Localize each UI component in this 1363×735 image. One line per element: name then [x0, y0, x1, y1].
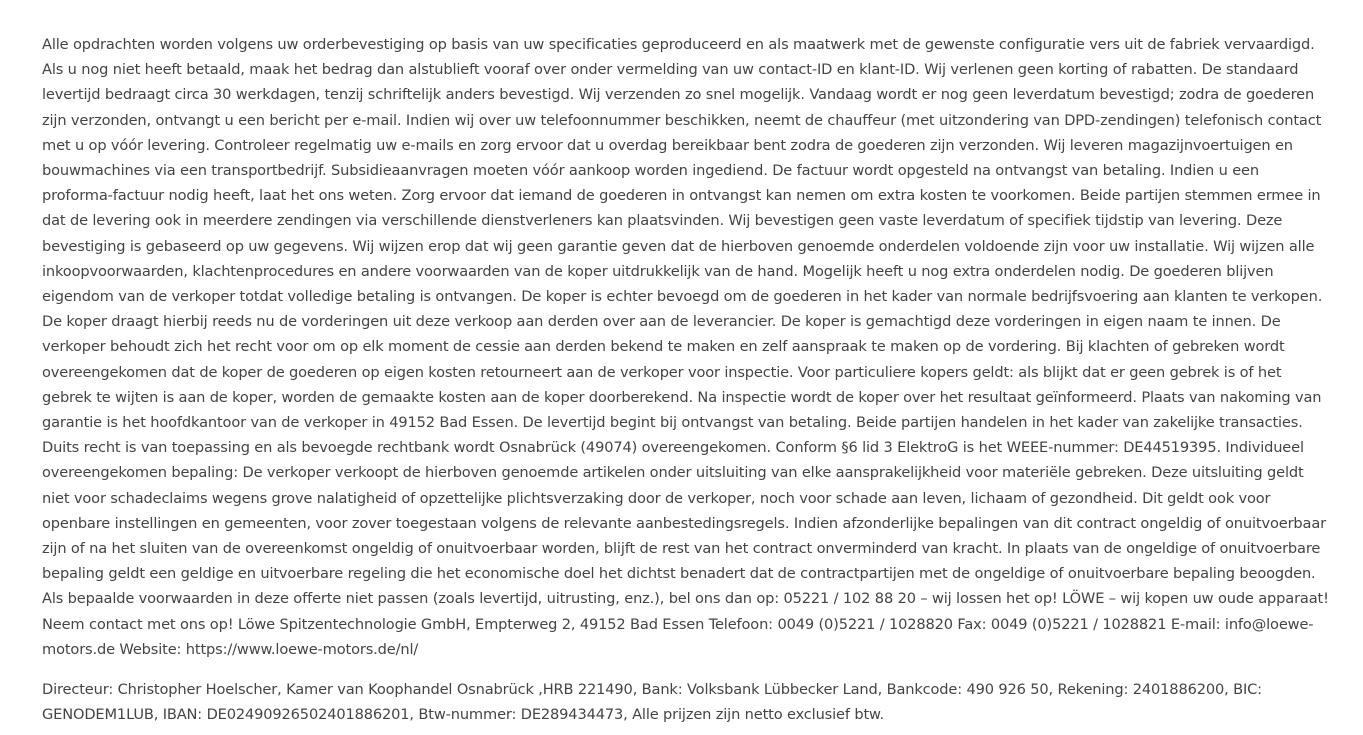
terms-paragraph: Alle opdrachten worden volgens uw orderbevestiging op basis van uw specificaties geproduceerd en als maatwerk met de gewenste configuratie vers uit de fabriek vervaardigd. Als u nog niet heeft betaald, maak het bedrag dan alstublieft vooraf over onder vermelding van uw contact-ID en klant-ID. Wij verlenen geen korting of rabatten. De standaard levertijd bedraagt circa 30 werkdagen, tenzij schriftelijk anders bevestigd. Wij verzenden zo snel mogelijk. Vandaag wordt er nog geen leverdatum bevestigd; zodra de goederen zijn verzonden, ontvangt u een bericht per e-mail. Indien wij over uw telefoonnummer beschikken, neemt de chauffeur (met uitzondering van DPD-zendingen) telefonisch contact met u op vóór levering. Controleer regelmatig uw e-mails en zorg ervoor dat u overdag bereikbaar bent zodra de goederen zijn verzonden. Wij leveren magazijnvoertuigen en bouwmachines via een transportbedrijf. Subsidieaanvragen moeten vóór aankoop worden ingediend. De factuur wordt opgesteld na ontvangst van betaling. Indien u een proforma-factuur nodig heeft, laat het ons weten. Zorg ervoor dat iemand de goederen in ontvangst kan nemen om extra kosten te voorkomen. Beide partijen stemmen ermee in dat de levering ook in meerdere zendingen via verschillende dienstverleners kan plaatsvinden. Wij bevestigen geen vaste leverdatum of specifiek tijdstip van levering. Deze bevestiging is gebaseerd op uw gegevens. Wij wijzen erop dat wij geen garantie geven dat de hierboven genoemde onderdelen voldoende zijn voor uw installatie. Wij wijzen alle inkoopvoorwaarden, klachtenprocedures en andere voorwaarden van de koper uitdrukkelijk van de hand. Mogelijk heeft u nog extra onderdelen nodig. De goederen blijven eigendom van de verkoper totdat volledige betaling is ontvangen. De koper is echter bevoegd om de goederen in het kader van normale bedrijfsvoering aan klanten te verkopen. De koper draagt hierbij reeds nu de vorderingen uit deze verkoop aan derden over aan de leverancier. De koper is gemachtigd deze vorderingen in eigen naam te innen. De verkoper behoudt zich het recht voor om op elk moment de cessie aan derden bekend te maken en zelf aanspraak te maken op de vordering. Bij klachten of gebreken wordt overeengekomen dat de koper de goederen op eigen kosten retourneert aan de verkoper voor inspectie. Voor particuliere kopers geldt: als blijkt dat er geen gebrek is of het gebrek te wijten is aan de koper, worden de gemaakte kosten aan de koper doorberekend. Na inspectie wordt de koper over het resultaat geïnformeerd. Plaats van nakoming van garantie is het hoofdkantoor van de verkoper in 49152 Bad Essen. De levertijd begint bij ontvangst van betaling. Beide partijen handelen in het kader van zakelijke transacties. Duits recht is van toepassing en als bevoegde rechtbank wordt Osnabrück (49074) overeengekomen. Conform §6 lid 3 ElektroG is het WEEE-nummer: DE44519395. Individueel overeengekomen bepaling: De verkoper verkoopt de hierboven genoemde artikelen onder uitsluiting van elke aansprakelijkheid voor materiële gebreken. Deze uitsluiting geldt niet voor schadeclaims wegens grove nalatigheid of opzettelijke plichtsverzaking door de verkoper, noch voor schade aan leven, lichaam of gezondheid. Dit geldt ook voor openbare instellingen en gemeenten, voor zover toegestaan volgens de relevante aanbestedingsregels. Indien afzonderlijke bepalingen van dit contract ongeldig of onuitvoerbaar zijn of na het sluiten van de overeenkomst ongeldig of onuitvoerbaar worden, blijft de rest van het contract onverminderd van kracht. In plaats van de ongeldige of onuitvoerbare bepaling geldt een geldige en uitvoerbare regeling die het economische doel het dichtst benadert dat de contractpartijen met de ongeldige of onuitvoerbare bepaling beoogden. Als bepaalde voorwaarden in deze offerte niet passen (zoals levertijd, uitrusting, enz.), bel ons dan op: 05221 / 102 88 20 – wij lossen het op! LÖWE – wij kopen uw oude apparaat! Neem contact met ons op! Löwe Spitzentechnologie GmbH, Empterweg 2, 49152 Bad Essen Telefoon: 0049 (0)5221 / 1028820 Fax: 0049 (0)5221 / 1028821 E-mail: info@loewe-motors.de Website: https://www.loewe-motors.de/nl/ [42, 36, 1329, 658]
company-info-paragraph: Directeur: Christopher Hoelscher, Kamer van Koophandel Osnabrück ,HRB 221490, Bank: Volksbank Lübbecker Land, Bankcode: 490 926 50, Rekening: 2401886200, BIC: GENODEM1LUB, IBAN: DE02490926502401886201, Btw-nummer: DE289434473, Alle prijzen zijn netto exclusief btw. [42, 681, 1262, 724]
terms-and-conditions [42, 32, 1332, 727]
